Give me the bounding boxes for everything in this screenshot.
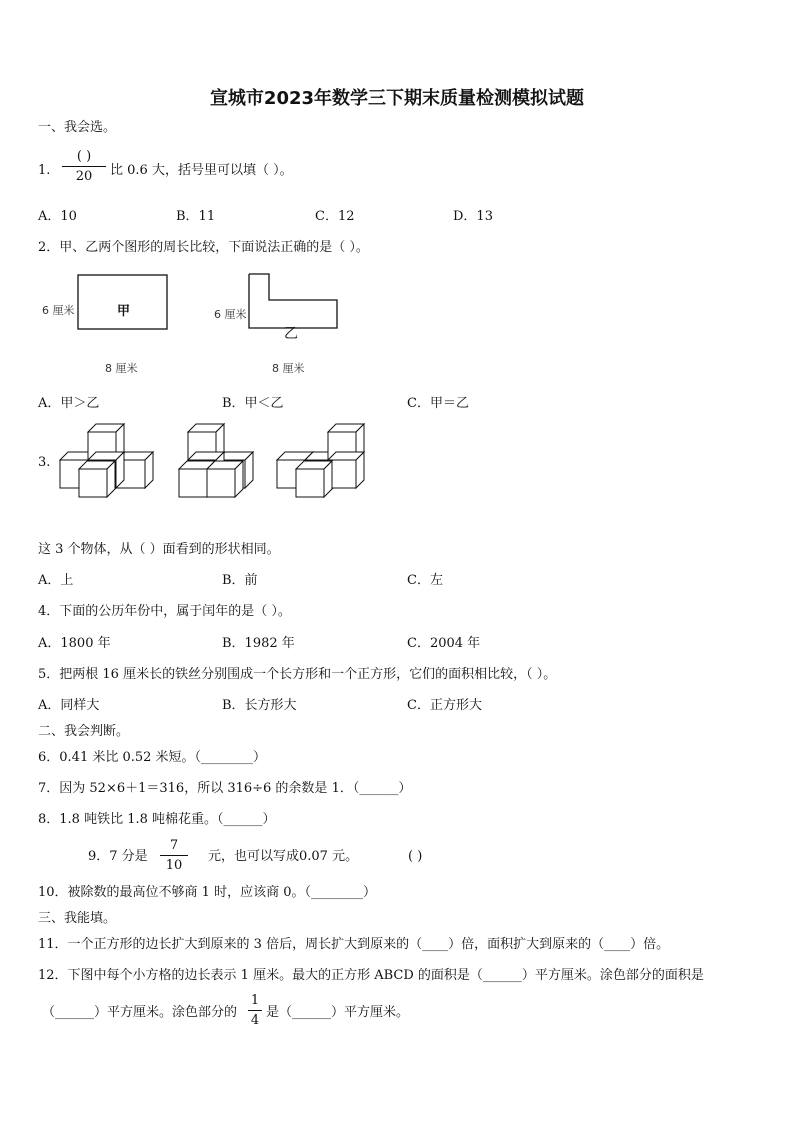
q3-cube-figures [55, 418, 375, 503]
q7-text: 7．因为 52×6＋1＝316，所以 316÷6 的余数是 1．（______） [38, 781, 412, 796]
q3-text: 这 3 个物体，从（ ）面看到的形状相同。 [38, 542, 280, 557]
q12-line-1: 12．下图中每个小方格的边长表示 1 厘米。最大的正方形 ABCD 的面积是（______）平方厘米。涂色部分的面积是 [38, 968, 704, 983]
q4-option-b[interactable]: B．1982 年 [222, 636, 295, 651]
q2-option-a[interactable]: A．甲＞乙 [38, 396, 100, 411]
q9-answer-blank[interactable]: ( ) [408, 849, 423, 864]
q2-figure-yi-label: 乙 [284, 326, 298, 342]
section-1-heading: 一、我会选。 [38, 120, 117, 135]
q9-suffix: 元，也可以写成0.07 元。 [208, 849, 359, 864]
q12-fraction [248, 993, 262, 1028]
q9-fraction-numerator: 7 [169, 838, 179, 853]
q1-option-c[interactable]: C．12 [315, 209, 355, 224]
q3-number: 3. [38, 455, 51, 470]
q4-option-a[interactable]: A．1800 年 [38, 636, 111, 651]
q5-option-a[interactable]: A．同样大 [38, 698, 100, 713]
q9-fraction-denominator: 10 [165, 858, 183, 873]
q2-option-c[interactable]: C．甲＝乙 [407, 396, 469, 411]
q1-option-d[interactable]: D．13 [453, 209, 493, 224]
q5-option-c[interactable]: C．正方形大 [407, 698, 482, 713]
q9-fraction [160, 838, 188, 873]
q12-line-2-start: （______）平方厘米。涂色部分的 [42, 1005, 238, 1020]
q12-fraction-denominator: 4 [250, 1013, 260, 1028]
q1-fraction-denominator: 20 [75, 169, 93, 184]
q3-option-b[interactable]: B．前 [222, 573, 258, 588]
q2-figure-yi-height-label: 6 厘米 [214, 308, 247, 321]
q5-option-b[interactable]: B．长方形大 [222, 698, 297, 713]
q1-number: 1. [38, 163, 51, 178]
q2-option-b[interactable]: B．甲＜乙 [222, 396, 284, 411]
q12-line-2-end: 是（______）平方厘米。 [266, 1005, 410, 1020]
q1-option-a[interactable]: A．10 [38, 209, 77, 224]
q11-text: 11．一个正方形的边长扩大到原来的 3 倍后，周长扩大到原来的（____）倍，面积扩大到原来的（____）倍。 [38, 937, 670, 952]
q10-text: 10．被除数的最高位不够商 1 时，应该商 0。（________） [38, 885, 376, 900]
q4-option-c[interactable]: C．2004 年 [407, 636, 481, 651]
q3-option-c[interactable]: C．左 [407, 573, 443, 588]
q6-text: 6．0.41 米比 0.52 米短。（________） [38, 750, 267, 765]
q8-text: 8．1.8 吨铁比 1.8 吨棉花重。（______） [38, 812, 276, 827]
q2-text: 2．甲、乙两个图形的周长比较，下面说法正确的是（ ）。 [38, 240, 369, 255]
section-3-heading: 三、我能填。 [38, 911, 117, 926]
q12-fraction-numerator: 1 [250, 993, 260, 1008]
section-2-heading: 二、我会判断。 [38, 724, 130, 739]
q2-figure-jia-width-label: 8 厘米 [105, 362, 138, 375]
q2-figure-jia-label: 甲 [117, 304, 131, 319]
q1-text: 比 0.6 大，括号里可以填（ ）。 [110, 163, 293, 178]
q5-text: 5．把两根 16 厘米长的铁丝分别围成一个长方形和一个正方形，它们的面积相比较，（ ）。 [38, 667, 557, 682]
q1-option-b[interactable]: B．11 [176, 209, 216, 224]
q9-prefix: 9．7 分是 [88, 849, 148, 864]
q2-figure-jia-height-label: 6 厘米 [42, 304, 75, 317]
q4-text: 4．下面的公历年份中，属于闰年的是（ ）。 [38, 604, 291, 619]
q1-fraction-numerator: ( ) [76, 149, 92, 164]
q2-figure-yi-width-label: 8 厘米 [272, 362, 305, 375]
q1-fraction [62, 149, 106, 184]
page-title: 宣城市2023年数学三下期末质量检测模拟试题 [209, 88, 585, 109]
q3-option-a[interactable]: A．上 [38, 573, 74, 588]
